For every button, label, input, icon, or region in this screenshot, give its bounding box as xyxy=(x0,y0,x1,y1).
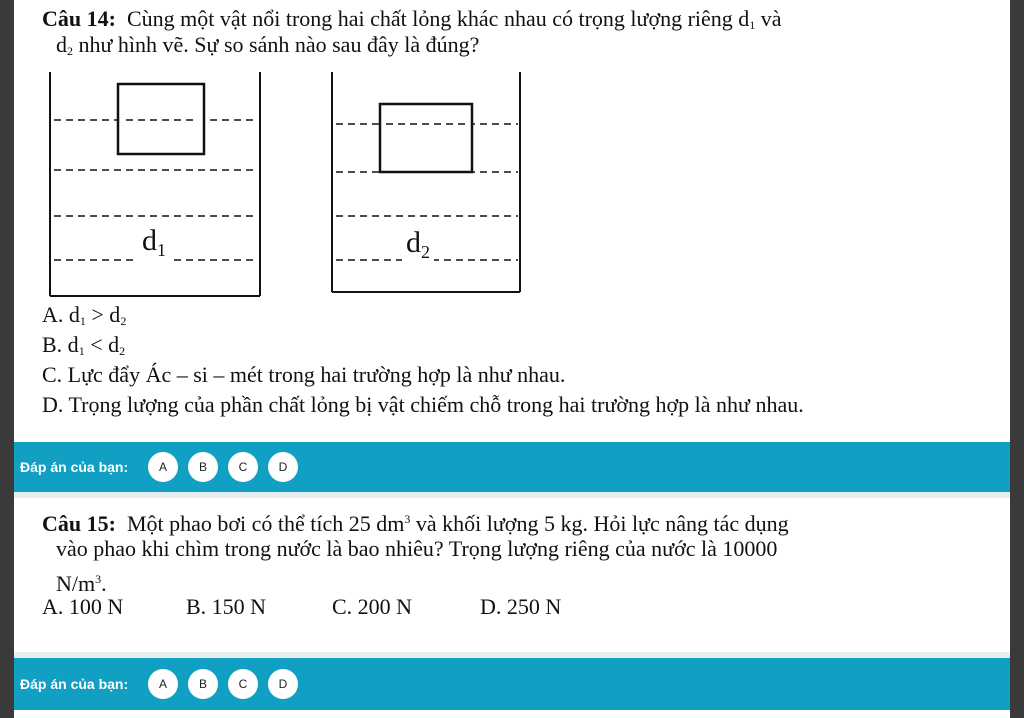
q14-figure xyxy=(14,68,554,298)
q14-text-line1: Câu 14: Cùng một vật nổi trong hai chất lỏng khác nhau có trọng lượng riêng $d_1$ và xyxy=(42,6,782,32)
q15-text-line1: Câu 15: Một phao bơi có thể tích 25 $dm^3$ và khối lượng 5 kg. Hỏi lực nâng tác dụng xyxy=(42,511,789,536)
left-window-edge xyxy=(0,0,14,718)
q14-answer-a-button[interactable]: A xyxy=(148,452,178,482)
left-floating-object xyxy=(118,84,204,154)
q15-option-b: B. 150 N xyxy=(186,594,267,619)
right-floating-object xyxy=(380,104,472,172)
q14-answer-c-button[interactable]: C xyxy=(228,452,258,482)
left-liquid-label: $d_1$ xyxy=(138,226,170,265)
answer-bar-q15 xyxy=(14,658,1010,710)
question-sheet xyxy=(14,0,1010,718)
q14-option-a: A. $d_1 > d_2$ xyxy=(42,302,127,328)
q15-answer-d-button[interactable]: D xyxy=(268,669,298,699)
q14-answer-d-button[interactable]: D xyxy=(268,452,298,482)
q15-option-d: D. 250 N xyxy=(480,594,562,619)
q15-number: Câu 15: xyxy=(42,511,116,536)
q14-option-b: B. $d_1 < d_2$ xyxy=(42,332,126,358)
divider xyxy=(14,492,1010,498)
q14-text-line2: $d_2$ như hình vẽ. Sự so sánh nào sau đây là đúng? xyxy=(56,32,480,58)
q14-option-d: D. Trọng lượng của phần chất lỏng bị vật chiếm chỗ trong hai trường hợp là như nhau. xyxy=(42,392,804,417)
answer-bar-q14 xyxy=(14,442,1010,492)
q14-number: Câu 14: xyxy=(42,6,116,31)
q15-answer-b-button[interactable]: B xyxy=(188,669,218,699)
answer-label: Đáp án của bạn: xyxy=(20,459,129,475)
q15-option-c: C. 200 N xyxy=(332,594,413,619)
right-liquid-label: $d_2$ xyxy=(402,228,434,267)
q15-text-line3: $N/m^3$. xyxy=(56,571,107,596)
right-window-edge xyxy=(1010,0,1024,718)
q15-option-a: A. 100 N xyxy=(42,594,124,619)
q15-answer-c-button[interactable]: C xyxy=(228,669,258,699)
q14-answer-b-button[interactable]: B xyxy=(188,452,218,482)
q15-answer-a-button[interactable]: A xyxy=(148,669,178,699)
q14-option-c: C. Lực đẩy Ác – si – mét trong hai trường hợp là như nhau. xyxy=(42,362,566,387)
answer-label: Đáp án của bạn: xyxy=(20,676,129,692)
liquid-containers-diagram xyxy=(14,68,554,298)
q15-options-row xyxy=(42,594,561,620)
q15-text-line2: vào phao khi chìm trong nước là bao nhiêu? Trọng lượng riêng của nước là 10000 xyxy=(56,536,778,561)
